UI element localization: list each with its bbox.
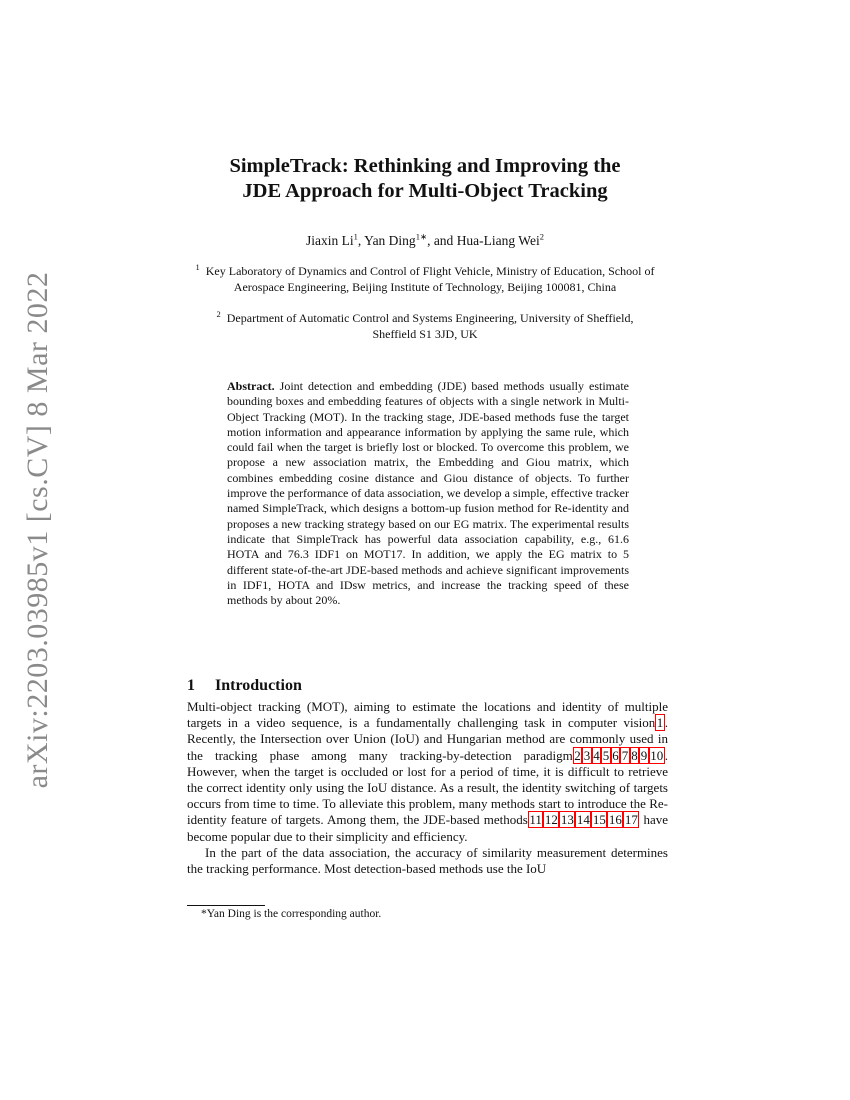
- affiliation-marker: 2: [216, 309, 221, 319]
- author-affiliation-marker: 1: [353, 231, 358, 242]
- footnote-rule: [187, 905, 265, 906]
- affiliation-text: Department of Automatic Control and Systems Engineering, University of Sheffield, Sheffield S1 3JD, UK: [226, 311, 634, 341]
- introduction-body: [187, 699, 668, 877]
- paper-title-line-2: JDE Approach for Multi-Object Tracking: [242, 180, 608, 202]
- affiliation-marker: 1: [195, 262, 200, 272]
- section-title: Introduction: [215, 677, 302, 695]
- citation-link[interactable]: 11: [529, 812, 542, 828]
- author-name: Hua-Liang Wei: [456, 233, 540, 248]
- author-name: Yan Ding: [364, 233, 416, 248]
- intro-text: have become popular due to their simplicity and efficiency.: [187, 812, 668, 844]
- citation-link[interactable]: 7: [621, 747, 629, 763]
- citation-link[interactable]: 13: [560, 812, 574, 828]
- citation-link[interactable]: 1: [656, 715, 664, 731]
- arxiv-identifier-stamp: arXiv:2203.03985v1 [cs.CV] 8 Mar 2022: [21, 271, 54, 789]
- author-affiliation-marker: 1∗: [415, 231, 428, 242]
- citation-group: [528, 811, 640, 828]
- citation-group: [655, 714, 665, 731]
- paper-title: [0, 154, 850, 204]
- affiliation-text: Key Laboratory of Dynamics and Control of Flight Vehicle, Ministry of Education, School of Aerospace Engineering, Beijing Institute of Technology, Beijing 100081, China: [205, 264, 655, 294]
- section-heading: [187, 677, 302, 695]
- intro-paragraph-2: In the part of the data association, the accuracy of similarity measurement determines the tracking performance. Most detection-based methods use the IoU: [187, 844, 668, 877]
- intro-text: . However, when the target is occluded or lost for a period of time, it is difficult to retrieve the correct identity only using the IoU distance. As a result, the identity switching of targets occurs from time to time. To alleviate this problem, many methods start to introduce the Re-identity feature of targets. Among them, the JDE-based methods: [187, 747, 668, 828]
- citation-link[interactable]: 6: [612, 747, 619, 763]
- author-affiliation-marker: 2: [539, 231, 544, 242]
- citation-link[interactable]: 14: [576, 812, 590, 828]
- affiliation-2: [200, 311, 650, 342]
- citation-link[interactable]: 10: [650, 747, 664, 763]
- footnote: *Yan Ding is the corresponding author.: [201, 908, 382, 920]
- abstract-text: Joint detection and embedding (JDE) based methods usually estimate bounding boxes and embedding features of objects with a single network in Multi-Object Tracking (MOT). In the tracking stage, JDE-based methods fuse the target motion information and appearance information by applying the same rule, which could fail when the target is briefly lost or blocked. To overcome this problem, we propose a new association matrix, the Embedding and Giou matrix, which combines embedding cosine distance and Giou distance of objects. To further improve the performance of data association, we develop a simple, effective tracker named SimpleTrack, which designs a bottom-up fusion method for Re-identity and proposes a new tracking strategy based on our EG matrix. The experimental results indicate that SimpleTrack has powerful data association capability, e.g., 61.6 HOTA and 76.3 IDF1 on MOT17. In addition, we apply the EG matrix to 5 different state-of-the-art JDE-based methods and achieve significant improvements in IDF1, HOTA and IDsw metrics, and increase the tracking speed of these methods by about 20%.: [227, 379, 629, 608]
- abstract: [227, 379, 629, 608]
- citation-link[interactable]: 8: [631, 747, 638, 763]
- affiliation-1: [180, 264, 670, 295]
- citation-link[interactable]: 3: [583, 747, 591, 763]
- citation-link[interactable]: 15: [592, 812, 606, 828]
- section-number: 1: [187, 677, 195, 695]
- author-separator: , and: [427, 233, 457, 248]
- author-list: [0, 233, 850, 249]
- intro-text: Multi-object tracking (MOT), aiming to estimate the locations and identity of multiple targets in a video sequence, is a fundamentally challenging task in computer vision: [187, 699, 668, 731]
- citation-link[interactable]: 4: [593, 747, 600, 763]
- citation-link[interactable]: 16: [608, 812, 622, 828]
- citation-link[interactable]: 12: [544, 812, 558, 828]
- citation-link[interactable]: 9: [640, 747, 648, 763]
- abstract-label: Abstract.: [227, 379, 275, 393]
- author-name: Jiaxin Li: [306, 233, 354, 248]
- citation-group: [573, 747, 665, 764]
- intro-text: . Recently, the Intersection over Union (IoU) and Hungarian method are commonly used in the tracking phase among many tracking-by-detection paradigm: [187, 715, 668, 763]
- intro-paragraph-1: [187, 699, 668, 845]
- citation-link[interactable]: 2: [574, 747, 581, 763]
- citation-link[interactable]: 17: [624, 812, 638, 828]
- paper-title-line-1: SimpleTrack: Rethinking and Improving the: [229, 155, 621, 177]
- author-separator: ,: [357, 233, 365, 248]
- citation-link[interactable]: 5: [602, 747, 610, 763]
